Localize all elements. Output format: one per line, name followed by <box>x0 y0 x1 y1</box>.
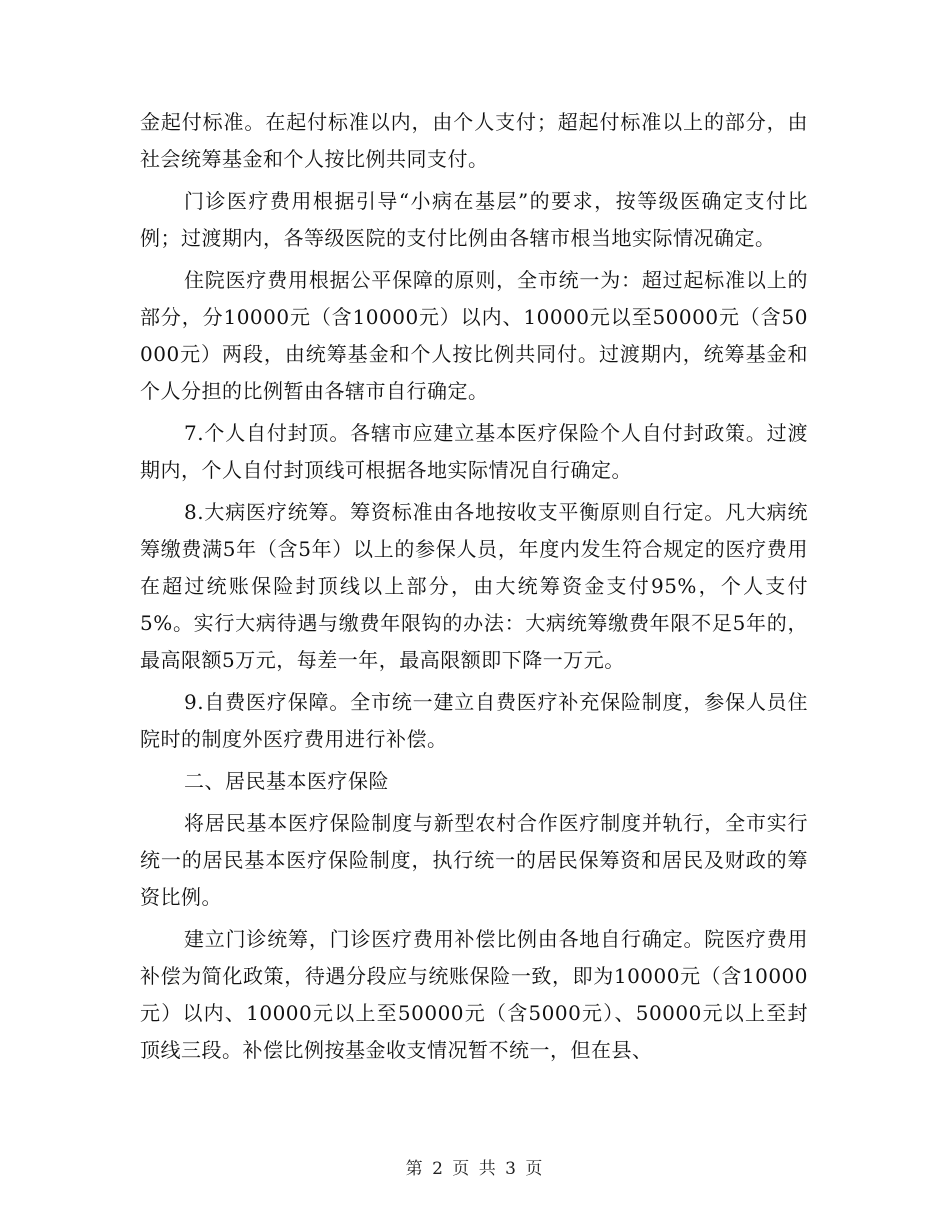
paragraph-4: 7.个人自付封顶。各辖市应建立基本医疗保险个人自付封政策。过渡期内，个人自付封顶线可根据各地实际情况自行确定。 <box>140 421 808 482</box>
paragraph-3: 住院医疗费用根据公平保障的原则，全市统一为：超过起标准以上的部分，分10000元（含10000元）以内、10000元以至50000元（含50000元）两段，由统筹基金和个人按比例共同付。过渡期内，统筹基金和个人分担的比例暂由各辖市自行确定。 <box>140 268 808 403</box>
paragraph-6: 9.自费医疗保障。全市统一建立自费医疗补充保险制度，参保人员住院时的制度外医疗费用进行补偿。 <box>140 690 808 751</box>
paragraph-8: 建立门诊统筹，门诊医疗费用补偿比例由各地自行确定。院医疗费用补偿为简化政策，待遇分段应与统账保险一致，即为10000元（含10000元）以内、10000元以上至50000元（含5000元）、50000元以上至封顶线三段。补偿比例按基金收支情况暂不统一，但在县、 <box>140 927 808 1062</box>
paragraph-5: 8.大病医疗统筹。筹资标准由各地按收支平衡原则自行定。凡大病统筹缴费满5年（含5年）以上的参保人员，年度内发生符合规定的医疗费用在超过统账保险封顶线以上部分，由大统筹资金支付95%，个人支付5%。实行大病待遇与缴费年限钩的办法：大病统筹缴费年限不足5年的，最高限额5万元，每差一年，最高限额即下降一万元。 <box>140 500 808 672</box>
paragraph-1: 金起付标准。在起付标准以内，由个人支付；超起付标准以上的部分，由社会统筹基金和个人按比例共同支付。 <box>140 110 808 171</box>
section-heading: 二、居民基本医疗保险 <box>184 769 389 793</box>
page-number-footer: 第 2 页 共 3 页 <box>405 1159 545 1179</box>
paragraph-7: 将居民基本医疗保险制度与新型农村合作医疗制度并轨行，全市实行统一的居民基本医疗保险制度，执行统一的居民保筹资和居民及财政的筹资比例。 <box>140 811 808 909</box>
document-body <box>140 104 808 1074</box>
paragraph-2: 门诊医疗费用根据引导“小病在基层”的要求，按等级医确定支付比例；过渡期内，各等级医院的支付比例由各辖市根当地实际情况确定。 <box>140 189 808 250</box>
